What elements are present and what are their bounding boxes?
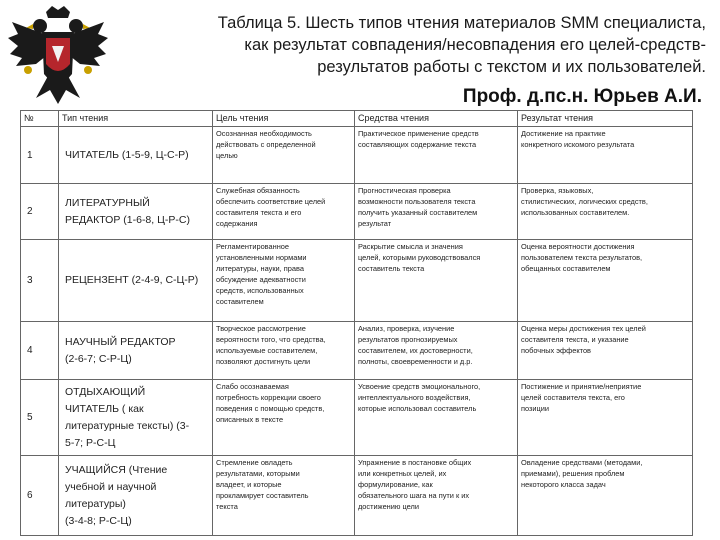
goal-cell: Регламентированное установленными нормами литературы, науки, права обсуждение адекватности средств, использованных составителем — [213, 240, 355, 322]
title-line-2: как результат совпадения/несовпадения его целей-средств- — [244, 36, 706, 54]
row-number: 1 — [21, 127, 59, 184]
means-cell: Прогностическая проверка возможности пользователя текста получить указанный составителем результат — [355, 184, 518, 240]
header-number: № — [21, 111, 59, 127]
author-caption: Проф. д.пс.н. Юрьев А.И. — [462, 86, 702, 107]
goal-cell: Творческое рассмотрение вероятности того, что средства, используемые составителем, позволяют достигнуть цели — [213, 322, 355, 380]
result-cell: Овладение средствами (методами, приемами), решения проблем некоторого класса задач — [518, 456, 693, 536]
title-line-3: результатов работы с текстом и их пользователей. — [317, 58, 706, 76]
reading-type-cell: ЛИТЕРАТУРНЫЙ РЕДАКТОР (1-6-8, Ц-Р-С) — [59, 184, 213, 240]
means-cell: Практическое применение средств составляющих содержание текста — [355, 127, 518, 184]
goal-cell: Слабо осознаваемая потребность коррекции своего поведения с помощью средств, описанных в тексте — [213, 380, 355, 456]
reading-type-cell: ОТДЫХАЮЩИЙ ЧИТАТЕЛЬ ( как литературные тексты) (3- 5-7; Р-С-Ц — [59, 380, 213, 456]
row-number: 6 — [21, 456, 59, 536]
row-number: 4 — [21, 322, 59, 380]
result-cell: Постижение и принятие/неприятие целей составителя текста, его позиции — [518, 380, 693, 456]
means-cell: Усвоение средств эмоционального, интеллектуального воздействия, которые использовал составитель — [355, 380, 518, 456]
header-reading-means: Средства чтения — [355, 111, 518, 127]
table-row — [21, 380, 693, 456]
reading-type-cell: ЧИТАТЕЛЬ (1-5-9, Ц-С-Р) — [59, 127, 213, 184]
title-line-1: Таблица 5. Шесть типов чтения материалов SMM специалиста, — [217, 14, 706, 32]
table-header-row — [21, 111, 693, 127]
goal-cell: Служебная обязанность обеспечить соответствие целей составителя текста и его содержания — [213, 184, 355, 240]
goal-cell: Осознанная необходимость действовать с определенной целью — [213, 127, 355, 184]
means-cell: Анализ, проверка, изучение результатов прогнозируемых составителем, их достоверности, полноты, своевременности и д.р. — [355, 322, 518, 380]
header-reading-goal: Цель чтения — [213, 111, 355, 127]
table-row — [21, 184, 693, 240]
result-cell: Оценка меры достижения тех целей составителя текста, и указание побочных эффектов — [518, 322, 693, 380]
means-cell: Раскрытие смысла и значения целей, которыми руководствовался составитель текста — [355, 240, 518, 322]
header-reading-result: Результат чтения — [518, 111, 693, 127]
reading-type-cell: РЕЦЕНЗЕНТ (2-4-9, С-Ц-Р) — [59, 240, 213, 322]
means-cell: Упражнение в постановке общих или конкретных целей, их формулирование, как обязательного шага на пути к их достижению цели — [355, 456, 518, 536]
row-number: 2 — [21, 184, 59, 240]
table-row — [21, 322, 693, 380]
header-reading-type: Тип чтения — [59, 111, 213, 127]
reading-type-cell: НАУЧНЫЙ РЕДАКТОР (2-6-7; С-Р-Ц) — [59, 322, 213, 380]
result-cell: Достижение на практике конкретного искомого результата — [518, 127, 693, 184]
double-headed-eagle-emblem — [6, 4, 110, 108]
table-row — [21, 240, 693, 322]
result-cell: Проверка, языковых, стилистических, логических средств, использованных составителем. — [518, 184, 693, 240]
row-number: 5 — [21, 380, 59, 456]
table-row — [21, 127, 693, 184]
row-number: 3 — [21, 240, 59, 322]
goal-cell: Стремление овладеть результатами, которыми владеет, и которые прокламирует составитель текста — [213, 456, 355, 536]
result-cell: Оценка вероятности достижения пользователем текста результатов, обещанных составителем — [518, 240, 693, 322]
reading-type-cell: УЧАЩИЙСЯ (Чтение учебной и научной литературы) (3-4-8; Р-С-Ц) — [59, 456, 213, 536]
page-title — [112, 12, 706, 78]
table-row — [21, 456, 693, 536]
reading-types-table — [20, 110, 693, 536]
